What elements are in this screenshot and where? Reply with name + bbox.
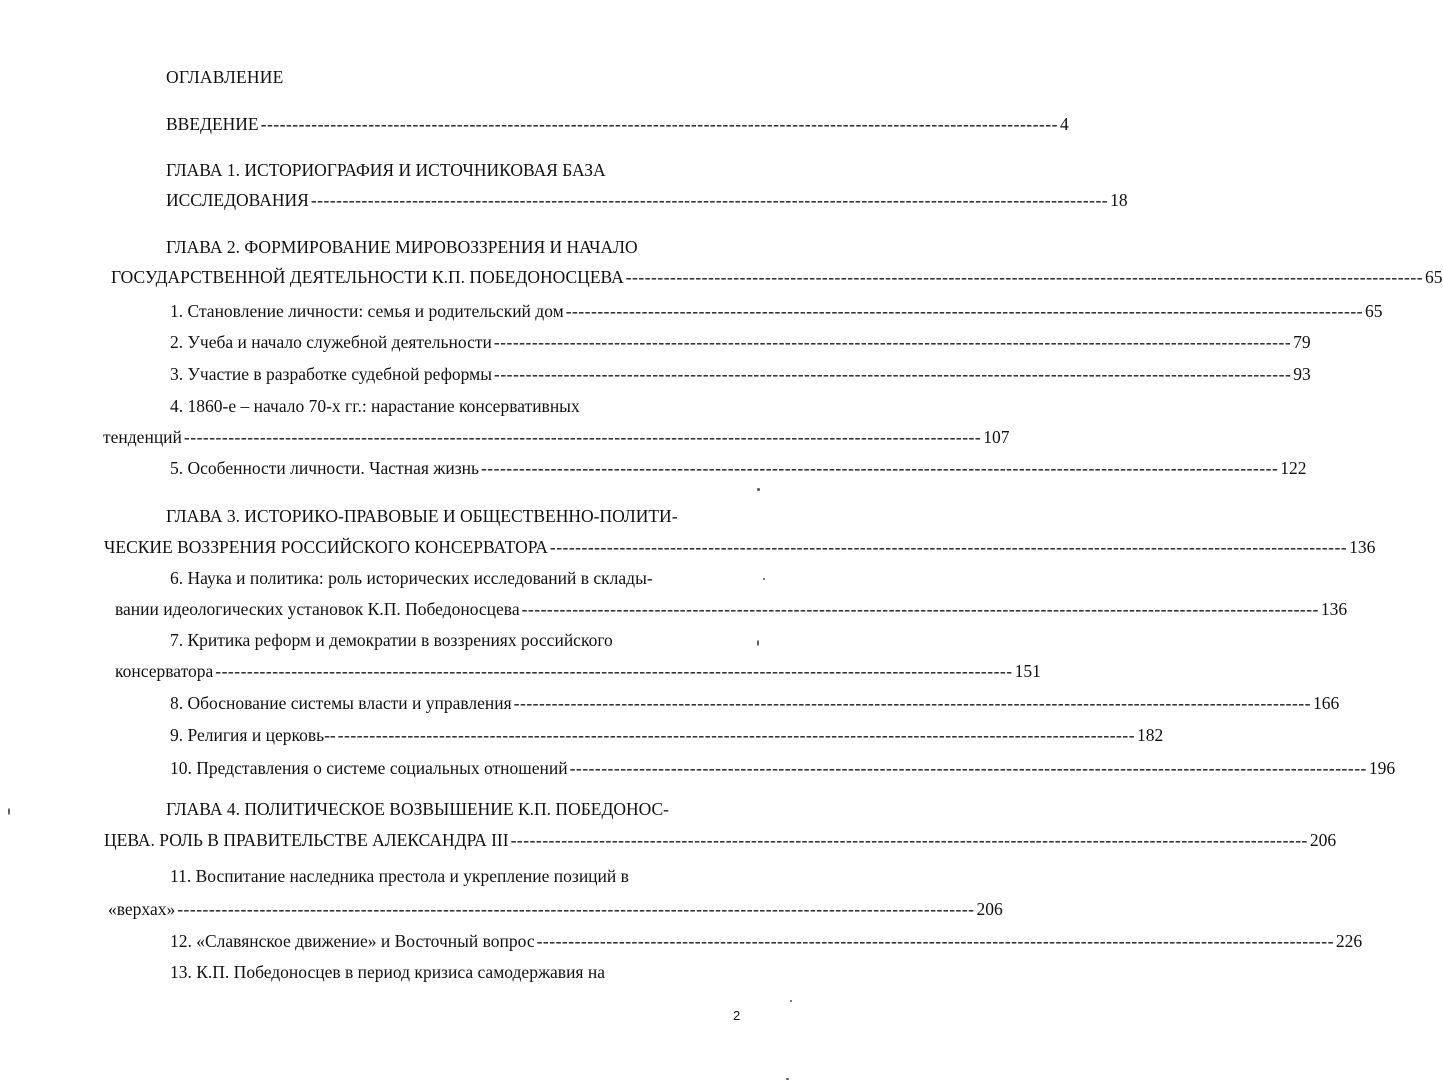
entry-text: 2. Учеба и начало служебной деятельности — [170, 332, 492, 352]
dot-leader: ------------------------------------------------------------------------------------------------------------------------------ — [513, 693, 1311, 713]
entry-page: 79 — [1293, 332, 1311, 352]
page-number: 2 — [733, 1008, 741, 1023]
toc-chapter-2-line1: ГЛАВА 2. ФОРМИРОВАНИЕ МИРОВОЗЗРЕНИЯ И НАЧАЛО — [166, 237, 638, 257]
toc-entry-chapter-2 — [111, 266, 1443, 290]
toc-section-13-line1: 13. К.П. Победоносцев в период кризиса самодержавия на — [170, 962, 605, 982]
toc-entry-section-8 — [170, 692, 1340, 716]
scan-speck — [763, 578, 765, 580]
entry-page: 182 — [1137, 725, 1164, 745]
toc-section-11-line1: 11. Воспитание наследника престола и укрепление позиций в — [170, 866, 629, 886]
entry-page: 107 — [983, 427, 1010, 447]
toc-entry-section-4 — [103, 426, 1010, 450]
toc-entry-section-7 — [115, 660, 1041, 684]
entry-text: «верхах» — [108, 899, 176, 919]
toc-entry-chapter-4 — [104, 829, 1337, 853]
toc-entry-intro — [166, 113, 1069, 137]
dot-leader: ------------------------------------------------------------------------------------------------------------------------------ — [549, 537, 1348, 557]
scan-speck — [790, 1000, 792, 1002]
toc-entry-section-11 — [108, 898, 1003, 922]
entry-page: 4 — [1059, 114, 1069, 134]
dot-leader: ------------------------------------------------------------------------------------------------------------------------------ — [521, 599, 1319, 619]
toc-entry-section-12 — [170, 930, 1363, 954]
entry-page: 122 — [1280, 458, 1307, 478]
toc-entry-chapter-3 — [104, 536, 1376, 560]
dot-leader: ------------------------------------------------------------------------------------------------------------------------------ — [510, 830, 1308, 850]
toc-chapter-4-line1: ГЛАВА 4. ПОЛИТИЧЕСКОЕ ВОЗВЫШЕНИЕ К.П. ПОБЕДОНОС- — [166, 799, 670, 819]
toc-entry-section-10 — [170, 757, 1396, 781]
entry-text: ЦЕВА. РОЛЬ В ПРАВИТЕЛЬСТВЕ АЛЕКСАНДРА III — [104, 830, 509, 850]
toc-section-6-line1: 6. Наука и политика: роль исторических исследований в склады- — [170, 568, 653, 588]
entry-page: 65 — [1425, 267, 1443, 287]
entry-page: 136 — [1320, 599, 1348, 619]
toc-entry-section-9 — [170, 724, 1164, 748]
scan-speck — [786, 1078, 789, 1080]
dot-leader: ------------------------------------------------------------------------------------------------------------------------------ — [565, 301, 1363, 321]
entry-text: 1. Становление личности: семья и родительский дом — [170, 301, 564, 321]
toc-chapter-1-line1: ГЛАВА 1. ИСТОРИОГРАФИЯ И ИСТОЧНИКОВАЯ БАЗА — [166, 160, 606, 180]
dot-leader: ------------------------------------------------------------------------------------------------------------------------------ — [493, 332, 1292, 352]
entry-page: 206 — [976, 899, 1003, 919]
entry-page: 136 — [1349, 537, 1376, 557]
dot-leader: ------------------------------------------------------------------------------------------------------------------------------ — [215, 661, 1013, 681]
entry-page: 151 — [1014, 661, 1041, 681]
toc-section-4-line1: 4. 1860-е – начало 70-х гг.: нарастание консервативных — [170, 396, 580, 416]
entry-text: 9. Религия и церковь-- — [170, 725, 336, 745]
toc-entry-section-5 — [170, 457, 1307, 481]
dot-leader: ------------------------------------------------------------------------------------------------------------------------------ — [310, 190, 1109, 210]
entry-text: 12. «Славянское движение» и Восточный вопрос — [170, 931, 535, 951]
entry-text: ГОСУДАРСТВЕННОЙ ДЕЯТЕЛЬНОСТИ К.П. ПОБЕДОНОСЦЕВА — [111, 267, 624, 287]
scan-speck — [757, 640, 759, 646]
toc-chapter-3-line1: ГЛАВА 3. ИСТОРИКО-ПРАВОВЫЕ И ОБЩЕСТВЕННО-ПОЛИТИ- — [166, 506, 678, 526]
dot-leader: ------------------------------------------------------------------------------------------------------------------------------ — [494, 364, 1292, 384]
entry-text: 5. Особенности личности. Частная жизнь — [170, 458, 479, 478]
entry-text: ИССЛЕДОВАНИЯ — [166, 190, 309, 210]
dot-leader: ------------------------------------------------------------------------------------------------------------------------------ — [183, 427, 982, 447]
entry-page: 166 — [1312, 693, 1340, 713]
toc-entry-section-3 — [170, 363, 1311, 387]
entry-page: 206 — [1309, 830, 1337, 850]
toc-entry-section-6 — [115, 598, 1348, 622]
toc-section-7-line1: 7. Критика реформ и демократии в воззрениях российского — [170, 630, 613, 650]
entry-text: вании идеологических установок К.П. Победоносцева — [115, 599, 520, 619]
entry-text: 3. Участие в разработке судебной реформы — [170, 364, 492, 384]
entry-page: 65 — [1365, 301, 1383, 321]
toc-entry-section-1 — [170, 300, 1383, 324]
entry-text: ВВЕДЕНИЕ — [166, 114, 259, 134]
entry-text: консерватора — [115, 661, 214, 681]
dot-leader: ------------------------------------------------------------------------------------------------------------------------------ — [337, 725, 1136, 745]
entry-page: 18 — [1110, 190, 1128, 210]
dot-leader: ------------------------------------------------------------------------------------------------------------------------------ — [569, 758, 1367, 778]
dot-leader: ------------------------------------------------------------------------------------------------------------------------------ — [177, 899, 975, 919]
dot-leader: ------------------------------------------------------------------------------------------------------------------------------ — [536, 931, 1334, 951]
toc-entry-chapter-1 — [166, 189, 1128, 213]
entry-page: 196 — [1368, 758, 1396, 778]
scan-speck — [757, 488, 760, 491]
entry-text: тенденций — [103, 427, 182, 447]
scan-speck — [8, 808, 10, 815]
dot-leader: ------------------------------------------------------------------------------------------------------------------------------ — [480, 458, 1279, 478]
entry-page: 226 — [1335, 931, 1363, 951]
dot-leader: ------------------------------------------------------------------------------------------------------------------------------ — [260, 114, 1058, 134]
entry-page: 93 — [1293, 364, 1311, 384]
dot-leader: ------------------------------------------------------------------------------------------------------------------------------ — [625, 267, 1424, 287]
entry-text: 10. Представления о системе социальных отношений — [170, 758, 568, 778]
toc-entry-section-2 — [170, 331, 1311, 355]
entry-text: 8. Обоснование системы власти и управления — [170, 693, 512, 713]
toc-title: ОГЛАВЛЕНИЕ — [166, 67, 284, 87]
entry-text: ЧЕСКИЕ ВОЗЗРЕНИЯ РОССИЙСКОГО КОНСЕРВАТОРА — [104, 537, 548, 557]
